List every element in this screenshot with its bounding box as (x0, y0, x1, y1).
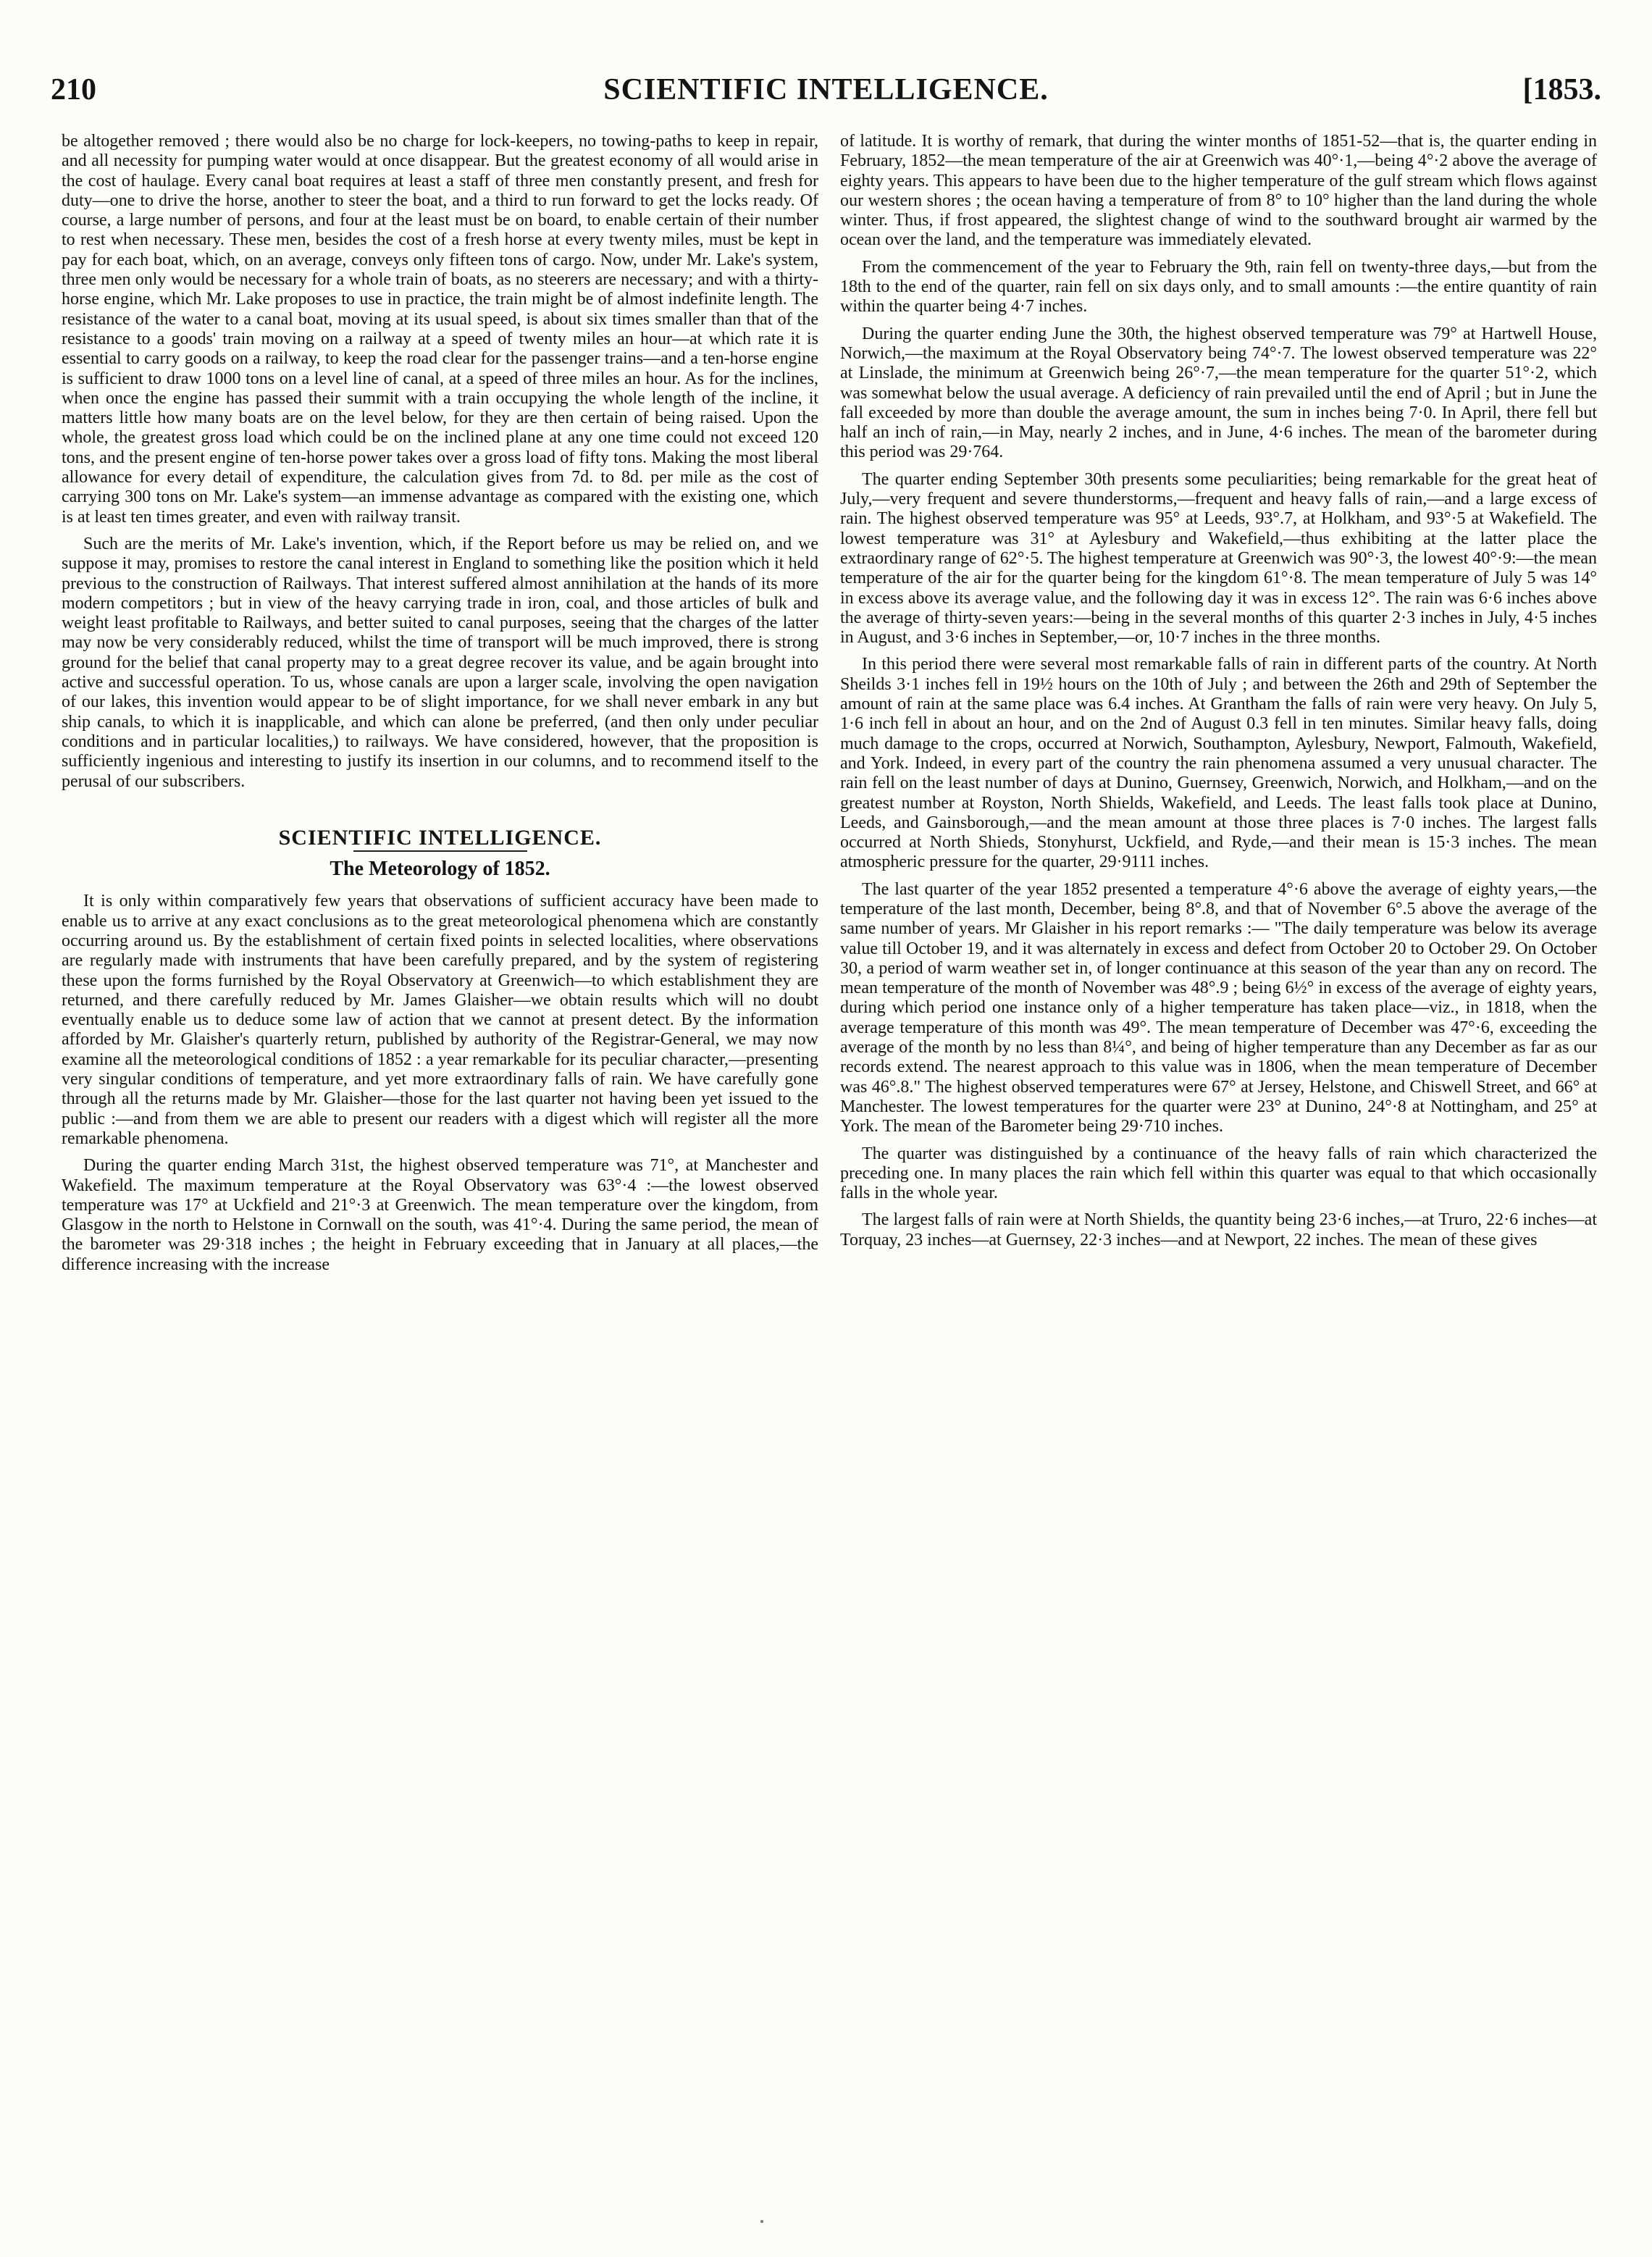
print-speck (760, 2220, 763, 2223)
paragraph: It is only within comparatively few years that observations of sufficient accuracy have been made to enable us to arrive at any exact conclusions as to the great meteorological phenomena which are constantly occurring around us. By the establishment of certain fixed points in selected localities, where observations are regularly made with instruments that have been carefully prepared, and by the system of registering these upon the forms furnished by the Royal Observatory at Greenwich—to which establishment they are returned, and there carefully reduced by Mr. James Glaisher—we obtain results which will no doubt eventually enable us to deduce some law of action that we cannot at present detect. By the information afforded by Mr. Glaisher's quarterly return, published by authority of the Registrar-General, we may now examine all the meteorological conditions of 1852 : a year remarkable for its peculiar character,—presenting very singular conditions of temperature, and yet more extraordinary falls of rain. We have carefully gone through all the returns made by Mr. Glaisher—those for the last quarter not having been yet issued to the public :—and from them we are able to present our readers with a digest which will register all the more remarkable phenomena. (62, 892, 818, 1148)
running-header (51, 72, 1601, 123)
running-title: SCIENTIFIC INTELLIGENCE. (603, 73, 1049, 106)
paragraph: Such are the merits of Mr. Lake's invention, which, if the Report before us may be relied on, and we suppose it may, promises to restore the canal interest in England to something like the position which it held previous to the construction of Railways. That interest suffered almost annihilation at the hands of its more modern competitors ; but in view of the heavy carrying trade in iron, coal, and those articles of bulk and weight least profitable to Railways, and better suited to canal purposes, seeing that the charges of the latter may now be very considerably reduced, whilst the time of transport will be much improved, there is strong ground for the belief that canal property may to a great degree recover its value, and be again brought into active and successful operation. To us, whose canals are upon a larger scale, involving the open navigation of our lakes, this invention would appear to be of slight importance, for we shall never embark in any but ship canals, to which it is inapplicable, and which can alone be preferred, (and then only under peculiar conditions and in particular localities,) to railways. We have considered, however, that the proposition is sufficiently ingenious and interesting to justify its insertion in our columns, and to recommend itself to the perusal of our subscribers. (62, 534, 818, 791)
paragraph: During the quarter ending March 31st, the highest observed temperature was 71°, at Manchester and Wakefield. The maximum temperature at the Royal Observatory was 63°·4 :—the lowest observed temperature was 17° at Uckfield and 21°·3 at Greenwich. The mean temperature over the kingdom, from Glasgow in the north to Helstone in Cornwall on the south, was 41°·4. During the same period, the mean of the barometer was 29·318 inches ; the height in February exceeding that in January at all places,—the difference increasing with the increase (62, 1156, 818, 1274)
left-column (62, 132, 818, 1282)
section-title: SCIENTIFIC INTELLIGENCE. (278, 825, 602, 850)
right-column (840, 132, 1597, 1257)
paragraph: In this period there were several most remarkable falls of rain in different parts of the country. At North Sheilds 3·1 inches fell in 19½ hours on the 10th of July ; and between the 26th and 29th of September the amount of rain at the same place was 6.4 inches. At Grantham the falls of rain were very heavy. On July 5, 1·6 inch fell in about an hour, and on the 2nd of August 0.3 fell in ten minutes. Similar heavy falls, doing much damage to the crops, occurred at Norwich, Southampton, Aylesbury, Newport, Falmouth, Wakefield, and York. Indeed, in every part of the country the rain phenomena assumed a very unusual character. The rain fell on the least number of days at Dunino, Guernsey, Greenwich, Norwich, and Holkham,—and on the greatest number at Royston, North Shields, Wakefield, and Leeds. The least falls took place at Dunino, Leeds, and Gainsborough,—and the mean amount at those three places is 7·0 inches. The largest falls occurred at North Shieds, Stonyhurst, Uckfield, and Ryde,—and their mean is 15·3 inches. The mean atmospheric pressure for the quarter, 29·9111 inches. (840, 655, 1597, 872)
paragraph: During the quarter ending June the 30th, the highest observed temperature was 79° at Hartwell House, Norwich,—the maximum at the Royal Observatory being 74°·7. The lowest observed temperature was 22° at Linslade, the minimum at Greenwich being 26°·7,—the mean temperature for the quarter 51°·2, which was somewhat below the usual average. A deficiency of rain prevailed until the end of April ; but in June the fall exceeded by more than double the average amount, the sum in inches being 7·0. In April, there fell but half an inch of rain,—in May, nearly 2 inches, and in June, 4·6 inches. The mean of the barometer during this period was 29·764. (840, 324, 1597, 462)
subsection-title: The Meteorology of 1852. (330, 858, 550, 881)
paragraph: From the commencement of the year to February the 9th, rain fell on twenty-three days,—but from the 18th to the end of the quarter, rain fell on six days only, and to small amounts :—the entire quantity of rain within the quarter being 4·7 inches. (840, 257, 1597, 317)
page-number: 210 (51, 73, 96, 106)
paragraph: be altogether removed ; there would also be no charge for lock-keepers, no towing-paths to keep in repair, and all necessity for pumping water would at once disappear. But the greatest economy of all would arise in the cost of haulage. Every canal boat requires at least a staff of three men constantly present, and fresh for duty—one to drive the horse, another to steer the boat, and a third to run forward to get the locks ready. Of course, a large number of persons, and four at the least must be on board, to enable certain of their number to rest when necessary. These men, besides the cost of a fresh horse at every twenty miles, must be kept in pay for each boat, which, on an average, conveys only fifteen tons of cargo. Now, under Mr. Lake's system, three men only would be necessary for a whole train of boats, as no steerers are necessary; and with a thirty-horse engine, which Mr. Lake proposes to use in practice, the train might be of almost indefinite length. The resistance of the water to a canal boat, moving at its usual speed, is about six times smaller than that of the resistance to a goods' train moving on a railway at a speed of twenty miles an hour—at which rate it is essential to carry goods on a railway, to keep the road clear for the passenger trains—and a ten-horse engine is sufficient to draw 1000 tons on a level line of canal, at a speed of three miles an hour. As for the inclines, when once the engine has passed their summit with a train occupying the whole length of the incline, it matters little how many boats are on the level below, for they are then certain of being raised. Upon the whole, the greatest gross load which could be on the inclined plane at any one time could not exceed 120 tons, and the present engine of ten-horse power takes over a gross load of fifty tons. Making the most liberal allowance for every detail of expenditure, the calculation gives from 7d. to 8d. per mile as the cost of carrying 300 tons on Mr. Lake's system—an immense advantage as compared with the existing one, which is at least ten times greater, and even with railway transit. (62, 132, 818, 527)
title-rule (353, 850, 527, 852)
paragraph: of latitude. It is worthy of remark, that during the winter months of 1851-52—that is, the quarter ending in February, 1852—the mean temperature of the air at Greenwich was 40°·1,—being 4°·2 above the average of eighty years. This appears to have been due to the higher temperature of the gulf stream which flows against our western shores ; the ocean having a temperature of from 8° to 10° higher than the land during the whole winter. Thus, if frost appeared, the slightest change of wind to the southward brought air warmed by the ocean over the land, and the temperature was immediately elevated. (840, 132, 1597, 250)
paragraph: The largest falls of rain were at North Shields, the quantity being 23·6 inches,—at Truro, 22·6 inches—at Torquay, 23 inches—at Guernsey, 22·3 inches—and at Newport, 22 inches. The mean of these gives (840, 1210, 1597, 1249)
paragraph: The quarter was distinguished by a continuance of the heavy falls of rain which characterized the preceding one. In many places the rain which fell within this quarter was equal to that which occasionally falls in the whole year. (840, 1144, 1597, 1203)
volume-year: [1853. (1522, 73, 1601, 106)
paragraph: The last quarter of the year 1852 presented a temperature 4°·6 above the average of eighty years,—the temperature of the last month, December, being 8°.8, and that of November 6°.5 above the average of the same number of years. Mr Glaisher in his report remarks :— "The daily temperature was below its average value till October 19, and it was alternately in excess and defect from October 20 to October 29. On October 30, a period of warm weather set in, of longer continuance at this season of the year than any on record. The mean temperature of the month of November was 48°.9 ; being 6½° in excess of the average of eighty years, during which period one instance only of a higher temperature has taken place—viz., in 1818, when the average temperature of this month was 49°. The mean temperature of December was 47°·6, exceeding the average of the month by no less than 8¼°, and being of higher temperature than any December as far as our records extend. The nearest approach to this value was in 1806, when the mean temperature of December was 46°.8." The highest observed temperatures were 67° at Jersey, Helstone, and Chiswell Street, and 66° at Manchester. The lowest temperatures for the quarter were 23° at Dunino, 24°·8 at Nottingham, and 25° at York. The mean of the Barometer being 29·710 inches. (840, 879, 1597, 1136)
paragraph: The quarter ending September 30th presents some peculiarities; being remarkable for the great heat of July,—very frequent and severe thunderstorms,—frequent and heavy falls of rain,—and a large excess of rain. The highest observed temperature was 95° at Leeds, 93°.7, at Holkham, and 93°·5 at Wakefield. The lowest temperature was 31° at Aylesbury and Wakefield,—thus exhibiting at the latter place the extraordinary range of 62°·5. The highest temperature at Greenwich was 90°·3, the lowest 40°·9:—the mean temperature of the air for the quarter being for the kingdom 61°·8. The mean temperature of July 5 was 14° in excess above its average value, and the following day it was in excess 12°. The rain was 6·6 inches above the average of thirty-seven years:—being in the several months of this quarter 2·3 inches in July, 4·5 inches in August, and 3·6 inches in September,—or, 10·7 inches in the three months. (840, 469, 1597, 648)
